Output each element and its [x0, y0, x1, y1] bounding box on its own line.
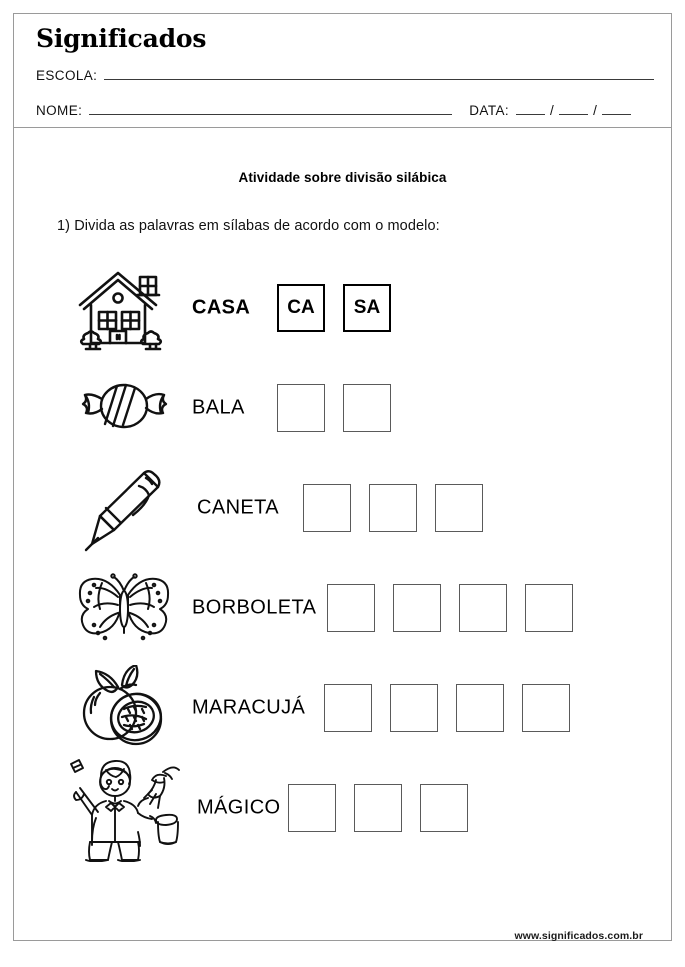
instruction-text: 1) Divida as palavras em sílabas de acordo com o modelo: [57, 218, 440, 234]
name-input-line[interactable] [89, 103, 452, 115]
date-field-group [469, 103, 631, 118]
exercise-word: MARACUJÁ [192, 696, 306, 719]
syllable-box[interactable] [277, 384, 325, 432]
syllable-box-group [288, 784, 468, 832]
syllable-box[interactable] [324, 684, 372, 732]
syllable-box[interactable] [435, 484, 483, 532]
syllable-box[interactable] [354, 784, 402, 832]
syllable-box[interactable] [420, 784, 468, 832]
syllable-box[interactable] [327, 584, 375, 632]
syllable-box[interactable] [459, 584, 507, 632]
syllable-box[interactable] [393, 584, 441, 632]
syllable-box-group [277, 284, 391, 332]
exercise-word: BALA [192, 396, 245, 419]
syllable-box[interactable] [522, 684, 570, 732]
magician-icon [66, 762, 182, 854]
syllable-box-group [303, 484, 483, 532]
date-label: DATA: [469, 103, 510, 118]
syllable-box[interactable] [369, 484, 417, 532]
syllable-box[interactable] [343, 384, 391, 432]
date-year-input[interactable] [602, 103, 631, 115]
header-divider [13, 127, 672, 128]
name-field-row [36, 103, 656, 118]
house-icon [66, 262, 182, 354]
pen-icon [66, 462, 182, 554]
exercise-row [0, 658, 685, 758]
syllable-box-group [327, 584, 573, 632]
school-input-line[interactable] [104, 68, 654, 80]
brand-logo: Significados [36, 24, 207, 53]
syllable-box-group [324, 684, 570, 732]
exercise-word: MÁGICO [197, 796, 281, 819]
syllable-box[interactable]: SA [343, 284, 391, 332]
syllable-box[interactable] [456, 684, 504, 732]
exercise-row [0, 558, 685, 658]
butterfly-icon [66, 562, 182, 654]
syllable-box[interactable] [288, 784, 336, 832]
syllable-box[interactable]: CA [277, 284, 325, 332]
page-header [13, 13, 672, 127]
syllable-box[interactable] [525, 584, 573, 632]
name-label: NOME: [36, 103, 83, 118]
exercise-row [0, 758, 685, 858]
exercise-row [0, 358, 685, 458]
candy-icon [66, 362, 182, 454]
exercise-row [0, 458, 685, 558]
exercise-row [0, 258, 685, 358]
exercise-list [0, 258, 685, 858]
date-separator-1: / [550, 103, 555, 118]
exercise-word: CANETA [197, 496, 280, 519]
date-day-input[interactable] [516, 103, 545, 115]
exercise-word: CASA [192, 296, 251, 319]
page-title: Atividade sobre divisão silábica [238, 170, 447, 185]
syllable-box[interactable] [303, 484, 351, 532]
date-month-input[interactable] [559, 103, 588, 115]
exercise-word: BORBOLETA [192, 596, 317, 619]
school-field-row [36, 68, 656, 83]
passionfruit-icon [66, 662, 182, 754]
syllable-box[interactable] [390, 684, 438, 732]
date-separator-2: / [593, 103, 598, 118]
footer-url: www.significados.com.br [514, 930, 643, 942]
syllable-box-group [277, 384, 391, 432]
school-label: ESCOLA: [36, 68, 98, 83]
